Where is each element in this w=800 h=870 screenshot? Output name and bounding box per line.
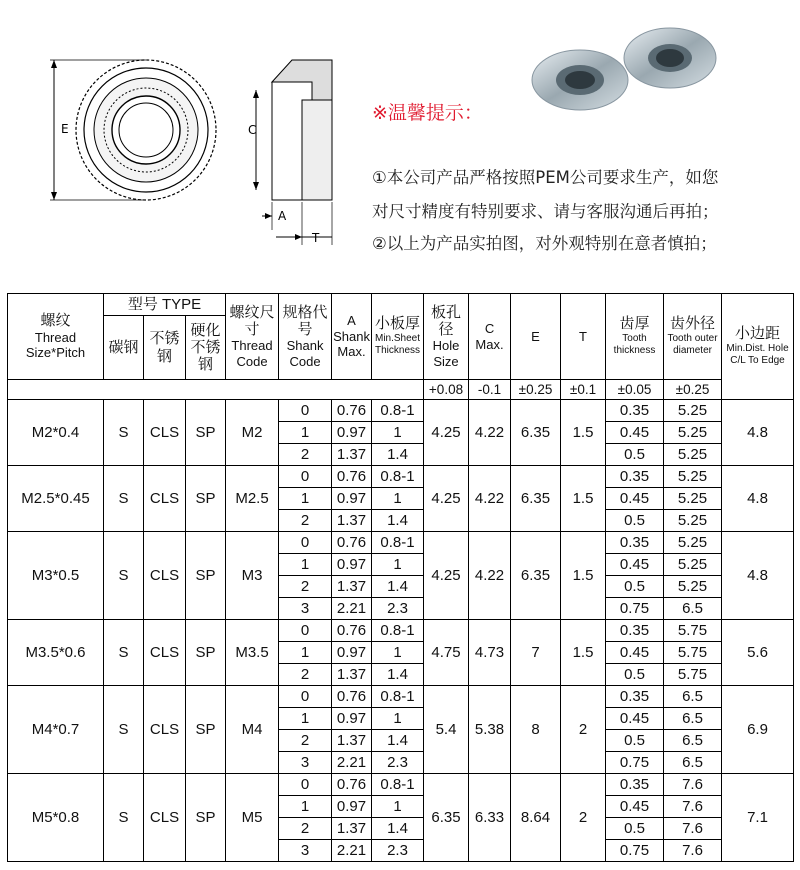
tol-tooth-od: ±0.25 bbox=[664, 380, 722, 400]
cell-thread-size: M2.5*0.45 bbox=[8, 466, 104, 532]
notice-line-1: ①本公司产品严格按照PEM公司要求生产，如您 bbox=[372, 168, 719, 187]
cell-shank-code: 1 bbox=[279, 422, 332, 444]
header-t: T bbox=[561, 294, 606, 380]
cell-tooth-thickness: 0.35 bbox=[606, 400, 664, 422]
cell-min-dist: 6.9 bbox=[722, 686, 794, 774]
cell-tooth-thickness: 0.5 bbox=[606, 444, 664, 466]
cell-a-max: 1.37 bbox=[332, 576, 372, 598]
cell-min-sheet: 0.8-1 bbox=[372, 620, 424, 642]
cell-hardened: SP bbox=[186, 774, 226, 862]
cell-tooth-od: 7.6 bbox=[664, 840, 722, 862]
tol-e: ±0.25 bbox=[511, 380, 561, 400]
cell-tooth-od: 7.6 bbox=[664, 818, 722, 840]
table-row bbox=[8, 532, 794, 554]
cell-t: 1.5 bbox=[561, 532, 606, 620]
cell-shank-code: 2 bbox=[279, 664, 332, 686]
cell-min-sheet: 1 bbox=[372, 708, 424, 730]
cell-t: 2 bbox=[561, 774, 606, 862]
cell-e: 6.35 bbox=[511, 400, 561, 466]
cell-tooth-od: 5.25 bbox=[664, 532, 722, 554]
cell-shank-code: 3 bbox=[279, 752, 332, 774]
cell-a-max: 0.97 bbox=[332, 708, 372, 730]
cell-a-max: 0.97 bbox=[332, 488, 372, 510]
cell-tooth-od: 6.5 bbox=[664, 686, 722, 708]
cell-c-max: 5.38 bbox=[469, 686, 511, 774]
header-stainless: 不锈钢 bbox=[144, 316, 186, 380]
cell-tooth-thickness: 0.45 bbox=[606, 488, 664, 510]
cell-min-sheet: 1 bbox=[372, 796, 424, 818]
cell-c-max: 4.22 bbox=[469, 466, 511, 532]
table-row bbox=[8, 774, 794, 796]
cell-tooth-od: 6.5 bbox=[664, 598, 722, 620]
header-thread-size: 螺纹 Thread Size*Pitch bbox=[8, 294, 104, 380]
header-tooth-thickness: 齿厚 Tooth thickness bbox=[606, 294, 664, 380]
cell-tooth-thickness: 0.35 bbox=[606, 532, 664, 554]
cell-a-max: 0.76 bbox=[332, 532, 372, 554]
cell-tooth-thickness: 0.5 bbox=[606, 664, 664, 686]
cell-a-max: 0.76 bbox=[332, 686, 372, 708]
cell-a-max: 0.97 bbox=[332, 422, 372, 444]
cell-min-sheet: 0.8-1 bbox=[372, 466, 424, 488]
cell-carbon-steel: S bbox=[104, 532, 144, 620]
cell-shank-code: 1 bbox=[279, 488, 332, 510]
cell-a-max: 1.37 bbox=[332, 730, 372, 752]
header-e: E bbox=[511, 294, 561, 380]
cell-hardened: SP bbox=[186, 686, 226, 774]
cell-tooth-od: 7.6 bbox=[664, 796, 722, 818]
cell-hole-size: 4.25 bbox=[424, 466, 469, 532]
cell-thread-size: M4*0.7 bbox=[8, 686, 104, 774]
cell-tooth-od: 5.25 bbox=[664, 510, 722, 532]
cell-thread-code: M3.5 bbox=[226, 620, 279, 686]
header-min-dist: 小边距 Min.Dist. Hole C/L To Edge bbox=[722, 294, 794, 400]
spec-table-body bbox=[8, 400, 794, 862]
cell-a-max: 0.76 bbox=[332, 774, 372, 796]
cell-a-max: 2.21 bbox=[332, 598, 372, 620]
notice-line-3: ②以上为产品实拍图，对外观特别在意者慎拍； bbox=[372, 234, 717, 253]
cell-thread-code: M2.5 bbox=[226, 466, 279, 532]
product-photo bbox=[520, 18, 720, 118]
cell-shank-code: 2 bbox=[279, 818, 332, 840]
cell-shank-code: 3 bbox=[279, 598, 332, 620]
cell-thread-code: M2 bbox=[226, 400, 279, 466]
cell-tooth-od: 5.75 bbox=[664, 642, 722, 664]
cell-tooth-thickness: 0.5 bbox=[606, 576, 664, 598]
cell-carbon-steel: S bbox=[104, 620, 144, 686]
cell-hole-size: 4.25 bbox=[424, 532, 469, 620]
cell-stainless: CLS bbox=[144, 774, 186, 862]
cell-tooth-thickness: 0.45 bbox=[606, 422, 664, 444]
cell-tooth-thickness: 0.5 bbox=[606, 510, 664, 532]
cell-a-max: 2.21 bbox=[332, 752, 372, 774]
table-row bbox=[8, 400, 794, 422]
cell-shank-code: 2 bbox=[279, 730, 332, 752]
cell-min-dist: 7.1 bbox=[722, 774, 794, 862]
top-section bbox=[0, 0, 800, 290]
tolerance-spacer bbox=[8, 380, 424, 400]
cell-a-max: 0.97 bbox=[332, 796, 372, 818]
cell-t: 1.5 bbox=[561, 400, 606, 466]
cell-t: 2 bbox=[561, 686, 606, 774]
cell-tooth-thickness: 0.75 bbox=[606, 752, 664, 774]
tol-hole: +0.08 bbox=[424, 380, 469, 400]
tol-t: ±0.1 bbox=[561, 380, 606, 400]
cell-min-sheet: 0.8-1 bbox=[372, 532, 424, 554]
nut-technical-drawing bbox=[36, 30, 336, 270]
header-hole-size: 板孔径 Hole Size bbox=[424, 294, 469, 380]
cell-e: 6.35 bbox=[511, 532, 561, 620]
cell-shank-code: 1 bbox=[279, 796, 332, 818]
cell-hole-size: 4.75 bbox=[424, 620, 469, 686]
cell-tooth-thickness: 0.45 bbox=[606, 554, 664, 576]
cell-shank-code: 0 bbox=[279, 774, 332, 796]
cell-tooth-od: 5.25 bbox=[664, 576, 722, 598]
cell-thread-size: M2*0.4 bbox=[8, 400, 104, 466]
cell-shank-code: 0 bbox=[279, 466, 332, 488]
cell-a-max: 1.37 bbox=[332, 664, 372, 686]
cell-shank-code: 0 bbox=[279, 532, 332, 554]
cell-tooth-thickness: 0.45 bbox=[606, 642, 664, 664]
cell-min-sheet: 0.8-1 bbox=[372, 774, 424, 796]
cell-min-sheet: 1.4 bbox=[372, 664, 424, 686]
cell-thread-size: M3.5*0.6 bbox=[8, 620, 104, 686]
cell-shank-code: 2 bbox=[279, 510, 332, 532]
cell-a-max: 0.76 bbox=[332, 400, 372, 422]
cell-a-max: 0.76 bbox=[332, 466, 372, 488]
cell-carbon-steel: S bbox=[104, 774, 144, 862]
dim-label-t: T bbox=[312, 231, 320, 245]
cell-carbon-steel: S bbox=[104, 466, 144, 532]
cell-tooth-od: 5.25 bbox=[664, 444, 722, 466]
cell-min-sheet: 0.8-1 bbox=[372, 400, 424, 422]
table-row bbox=[8, 686, 794, 708]
cell-min-sheet: 1 bbox=[372, 422, 424, 444]
cell-stainless: CLS bbox=[144, 532, 186, 620]
header-tooth-od: 齿外径 Tooth outer diameter bbox=[664, 294, 722, 380]
cell-stainless: CLS bbox=[144, 400, 186, 466]
cell-thread-code: M3 bbox=[226, 532, 279, 620]
cell-tooth-od: 5.75 bbox=[664, 664, 722, 686]
cell-thread-code: M4 bbox=[226, 686, 279, 774]
cell-tooth-thickness: 0.75 bbox=[606, 840, 664, 862]
cell-hole-size: 4.25 bbox=[424, 400, 469, 466]
cell-shank-code: 0 bbox=[279, 400, 332, 422]
dim-label-e: E bbox=[61, 122, 69, 136]
cell-stainless: CLS bbox=[144, 686, 186, 774]
cell-tooth-od: 7.6 bbox=[664, 774, 722, 796]
cell-tooth-thickness: 0.5 bbox=[606, 730, 664, 752]
cell-a-max: 1.37 bbox=[332, 510, 372, 532]
cell-hardened: SP bbox=[186, 620, 226, 686]
cell-min-dist: 4.8 bbox=[722, 400, 794, 466]
cell-c-max: 4.22 bbox=[469, 532, 511, 620]
cell-e: 6.35 bbox=[511, 466, 561, 532]
cell-min-sheet: 1 bbox=[372, 488, 424, 510]
table-row bbox=[8, 620, 794, 642]
cell-t: 1.5 bbox=[561, 466, 606, 532]
cell-e: 7 bbox=[511, 620, 561, 686]
cell-hardened: SP bbox=[186, 532, 226, 620]
cell-min-sheet: 2.3 bbox=[372, 752, 424, 774]
cell-carbon-steel: S bbox=[104, 400, 144, 466]
cell-min-sheet: 1 bbox=[372, 642, 424, 664]
notice-line-2: 对尺寸精度有特别要求、请与客服沟通后再拍； bbox=[372, 202, 719, 221]
cell-tooth-thickness: 0.35 bbox=[606, 466, 664, 488]
header-c: C Max. bbox=[469, 294, 511, 380]
cell-tooth-od: 5.25 bbox=[664, 400, 722, 422]
cell-tooth-od: 5.75 bbox=[664, 620, 722, 642]
cell-min-sheet: 1.4 bbox=[372, 576, 424, 598]
cell-hole-size: 6.35 bbox=[424, 774, 469, 862]
cell-tooth-thickness: 0.45 bbox=[606, 796, 664, 818]
cell-tooth-od: 6.5 bbox=[664, 708, 722, 730]
tol-tooth-thickness: ±0.05 bbox=[606, 380, 664, 400]
cell-e: 8.64 bbox=[511, 774, 561, 862]
cell-shank-code: 3 bbox=[279, 840, 332, 862]
spec-table bbox=[7, 293, 794, 862]
cell-min-sheet: 1.4 bbox=[372, 444, 424, 466]
cell-a-max: 1.37 bbox=[332, 444, 372, 466]
tol-c: -0.1 bbox=[469, 380, 511, 400]
cell-tooth-thickness: 0.45 bbox=[606, 708, 664, 730]
dim-label-a: A bbox=[278, 209, 287, 223]
dim-label-c: C bbox=[248, 123, 257, 137]
cell-min-sheet: 0.8-1 bbox=[372, 686, 424, 708]
cell-c-max: 4.73 bbox=[469, 620, 511, 686]
cell-c-max: 4.22 bbox=[469, 400, 511, 466]
header-shank-code: 规格代号 Shank Code bbox=[279, 294, 332, 380]
cell-shank-code: 0 bbox=[279, 686, 332, 708]
cell-min-sheet: 1.4 bbox=[372, 818, 424, 840]
cell-thread-size: M3*0.5 bbox=[8, 532, 104, 620]
header-thread-code: 螺纹尺寸 Thread Code bbox=[226, 294, 279, 380]
cell-tooth-thickness: 0.35 bbox=[606, 686, 664, 708]
cell-tooth-od: 5.25 bbox=[664, 466, 722, 488]
cell-carbon-steel: S bbox=[104, 686, 144, 774]
cell-shank-code: 2 bbox=[279, 444, 332, 466]
table-row bbox=[8, 466, 794, 488]
cell-a-max: 2.21 bbox=[332, 840, 372, 862]
cell-tooth-thickness: 0.35 bbox=[606, 620, 664, 642]
cell-t: 1.5 bbox=[561, 620, 606, 686]
cell-tooth-od: 5.25 bbox=[664, 554, 722, 576]
cell-shank-code: 2 bbox=[279, 576, 332, 598]
cell-a-max: 0.97 bbox=[332, 642, 372, 664]
cell-thread-size: M5*0.8 bbox=[8, 774, 104, 862]
cell-min-sheet: 1.4 bbox=[372, 510, 424, 532]
cell-thread-code: M5 bbox=[226, 774, 279, 862]
cell-shank-code: 1 bbox=[279, 708, 332, 730]
cell-a-max: 1.37 bbox=[332, 818, 372, 840]
cell-min-sheet: 1 bbox=[372, 554, 424, 576]
cell-stainless: CLS bbox=[144, 620, 186, 686]
cell-tooth-thickness: 0.35 bbox=[606, 774, 664, 796]
cell-shank-code: 1 bbox=[279, 554, 332, 576]
cell-a-max: 0.97 bbox=[332, 554, 372, 576]
cell-tooth-od: 5.25 bbox=[664, 422, 722, 444]
cell-tooth-od: 5.25 bbox=[664, 488, 722, 510]
cell-hardened: SP bbox=[186, 466, 226, 532]
cell-e: 8 bbox=[511, 686, 561, 774]
cell-hardened: SP bbox=[186, 400, 226, 466]
header-min-sheet: 小板厚 Min.Sheet Thickness bbox=[372, 294, 424, 380]
cell-shank-code: 0 bbox=[279, 620, 332, 642]
header-hardened-stainless: 硬化不锈钢 bbox=[186, 316, 226, 380]
cell-min-dist: 5.6 bbox=[722, 620, 794, 686]
cell-min-sheet: 1.4 bbox=[372, 730, 424, 752]
cell-min-sheet: 2.3 bbox=[372, 840, 424, 862]
cell-c-max: 6.33 bbox=[469, 774, 511, 862]
cell-tooth-od: 6.5 bbox=[664, 730, 722, 752]
cell-tooth-thickness: 0.5 bbox=[606, 818, 664, 840]
cell-hole-size: 5.4 bbox=[424, 686, 469, 774]
header-carbon-steel: 碳钢 bbox=[104, 316, 144, 380]
cell-min-sheet: 2.3 bbox=[372, 598, 424, 620]
header-type-group: 型号 TYPE bbox=[104, 294, 226, 316]
cell-min-dist: 4.8 bbox=[722, 466, 794, 532]
header-a: A Shank Max. bbox=[332, 294, 372, 380]
cell-shank-code: 1 bbox=[279, 642, 332, 664]
cell-min-dist: 4.8 bbox=[722, 532, 794, 620]
cell-stainless: CLS bbox=[144, 466, 186, 532]
cell-a-max: 0.76 bbox=[332, 620, 372, 642]
cell-tooth-od: 6.5 bbox=[664, 752, 722, 774]
notice-title: ※温馨提示： bbox=[372, 102, 483, 124]
cell-tooth-thickness: 0.75 bbox=[606, 598, 664, 620]
